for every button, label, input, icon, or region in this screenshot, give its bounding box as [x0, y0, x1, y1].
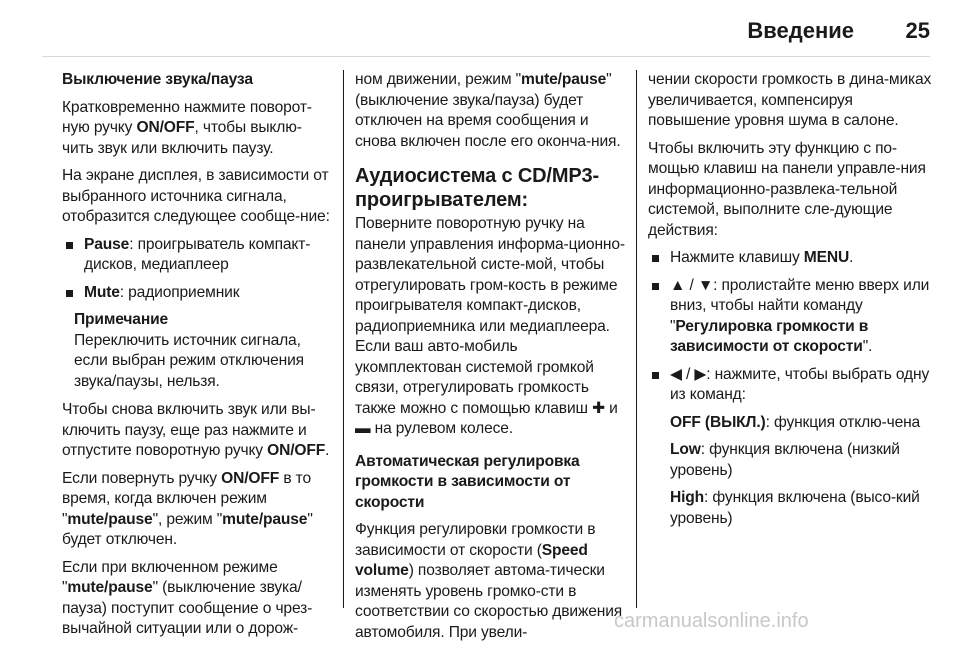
paragraph: Если повернуть ручку ON/OFF в то время, когда включен режим "mute/pause", режим "mute/pause" будет отключен. [62, 469, 313, 548]
bullet-item: Mute: радиоприемник [62, 283, 332, 304]
column-3 [648, 70, 938, 536]
note-title: Примечание [74, 311, 169, 328]
paragraph: Чтобы включить эту функцию с по-мощью клавиш на панели управле-ния информационно-развлека-тельной системой, выполните сле-дующие действия: [648, 139, 926, 239]
paragraph: чении скорости громкость в дина-миках увеличивается, компенсируя повышение уровня шума в салоне. [648, 71, 932, 129]
bullet-icon [652, 255, 659, 262]
column-divider-2 [636, 70, 637, 608]
bullet-item: ◀ / ▶: нажмите, чтобы выбрать одну из команд: [648, 365, 938, 406]
bullet-icon [66, 290, 73, 297]
paragraph: На экране дисплея, в зависимости от выбранного источника сигнала, отобразится следующее сообще-ние: [62, 167, 330, 225]
plus-icon: ✚ [592, 399, 605, 417]
bullet-icon [652, 372, 659, 379]
section-heading-audio: Аудиосистема с CD/MP3-проигрывателем: [355, 165, 600, 211]
paragraph: ном движении, режим "mute/pause" (выключение звука/пауза) будет отключен на время сообщения и снова включен после его оконча-ния. [355, 71, 621, 150]
bullet-icon [66, 242, 73, 249]
column-2 [355, 70, 627, 650]
bullet-item: ▲ / ▼: пролистайте меню вверх или вниз, чтобы найти команду "Регулировка громкости в зависимости от скорости". [648, 276, 938, 358]
column-1 [62, 70, 332, 647]
minus-icon: ▬ [355, 420, 371, 437]
paragraph: Чтобы снова включить звук или вы-ключить паузу, еще раз нажмите и отпустите поворотную ручку ON/OFF. [62, 401, 330, 459]
section-heading-speed-volume: Автоматическая регулировка громкости в зависимости от скорости [355, 452, 580, 511]
watermark: carmanualsonline.info [614, 610, 809, 632]
bullet-item: Нажмите клавишу MENU. [648, 248, 938, 269]
note-text: Переключить источник сигнала, если выбран режим отключения звука/паузы, нельзя. [74, 331, 304, 390]
paragraph: Кратковременно нажмите поворот-ную ручку ON/OFF, чтобы выклю-чить звук или включить паузу. [62, 98, 312, 157]
paragraph: Функция регулировки громкости в зависимости от скорости (Speed volume) позволяет автома-тически изменять уровень громко-сти в соответствии со скоростью движения автомобиля. При увели- [355, 521, 623, 641]
bullet-item: Pause: проигрыватель компакт-дисков, медиаплеер [62, 235, 332, 276]
option-item: OFF (ВЫКЛ.): функция отклю-чена [670, 413, 921, 431]
header-divider [42, 56, 930, 57]
bullet-icon [652, 283, 659, 290]
paragraph: Если при включенном режиме "mute/pause" (выключение звука/пауза) поступит сообщение о чрез-вычайной ситуации или о дорож- [62, 558, 313, 637]
paragraph: Поверните поворотную ручку на панели управления информа-ционно-развлекательной систе-мой, чтобы отрегулировать гром-кость в режиме проигрывателя компакт-дисков, радиоприемника или медиаплеера. Если ваш авто-мобиль укомплектован системой громкой связи, отрегулировать громкость также можно с помощью клавиш ✚ и ▬ на рулевом колесе. [355, 215, 625, 437]
column-divider-1 [343, 70, 344, 608]
note-box [62, 310, 332, 392]
option-item: High: функция включена (высо-кий уровень) [670, 489, 920, 527]
page-number: 25 [905, 18, 930, 43]
section-heading-mute: Выключение звука/пауза [62, 71, 253, 88]
option-item: Low: функция включена (низкий уровень) [670, 441, 900, 479]
page-title: Введение [747, 18, 854, 43]
